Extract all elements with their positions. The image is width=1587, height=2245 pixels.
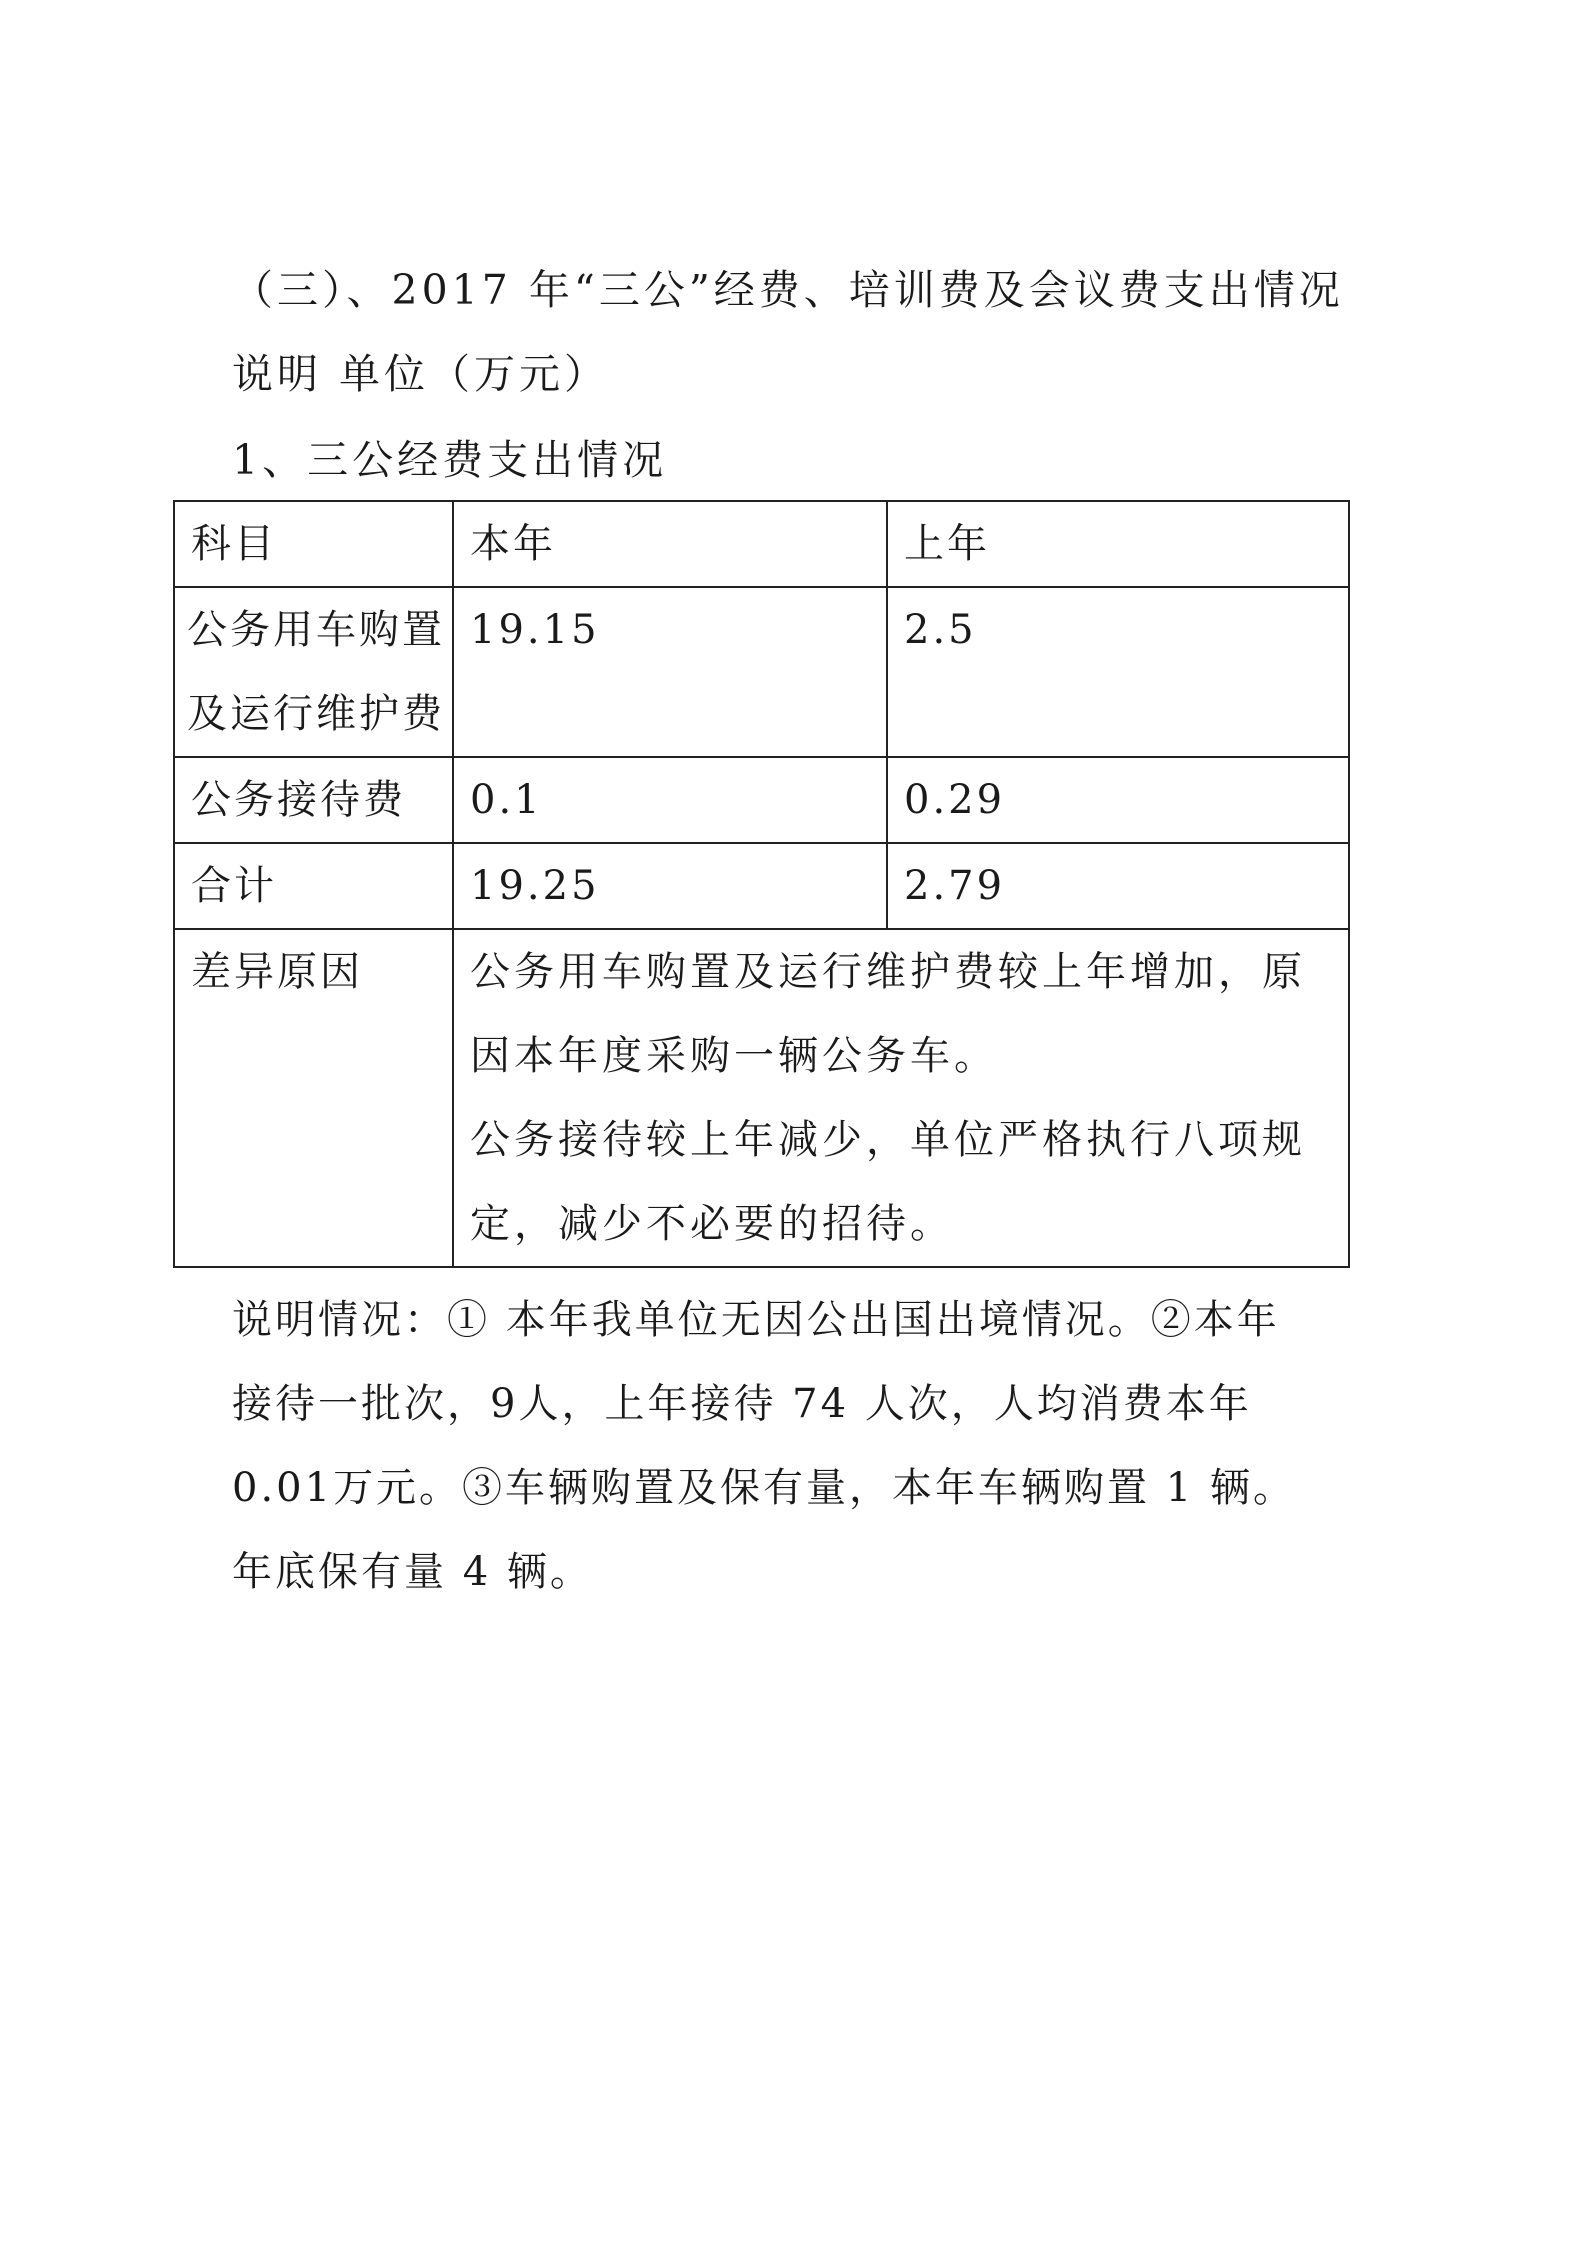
sub-heading: 1、三公经费支出情况 [232, 436, 668, 484]
row-label: 合计 [174, 843, 453, 929]
row-current-value: 19.25 [453, 843, 887, 929]
table-row-reason [174, 929, 1349, 1267]
unit-note: 说明 单位（万元） [232, 350, 610, 398]
expense-table [173, 500, 1350, 1268]
row-previous-value: 0.29 [887, 757, 1349, 843]
explanation-note [232, 1278, 1296, 1614]
header-subject: 科目 [174, 501, 453, 587]
reason-text: 公务用车购置及运行维护费较上年增加，原因本年度采购一辆公务车。 [470, 949, 1306, 1079]
row-label [174, 587, 453, 757]
reason-text: 公务接待较上年减少，单位严格执行八项规定，减少不必要的招待。 [470, 1117, 1306, 1247]
header-current-year: 本年 [453, 501, 887, 587]
table-header-row [174, 501, 1349, 587]
note-line: 接待一批次，9人，上年接待 74 人次，人均消费本年 [232, 1381, 1252, 1427]
reason-label: 差异原因 [174, 929, 453, 1267]
row-previous-value: 2.5 [887, 587, 1349, 757]
section-heading: （三）、2017 年“三公”经费、培训费及会议费支出情况 [232, 266, 1344, 314]
note-line: 说明情况：① 本年我单位无因公出国出境情况。②本年 [232, 1297, 1280, 1343]
table-row [174, 587, 1349, 757]
header-previous-year: 上年 [887, 501, 1349, 587]
reason-cell [453, 929, 1349, 1267]
table-row [174, 757, 1349, 843]
note-line: 年底保有量 4 辆。 [232, 1549, 593, 1595]
row-label-line: 及运行维护费 [187, 691, 445, 737]
row-current-value: 0.1 [453, 757, 887, 843]
row-previous-value: 2.79 [887, 843, 1349, 929]
table-row-total [174, 843, 1349, 929]
row-label: 公务接待费 [174, 757, 453, 843]
row-label-line: 公务用车购置 [187, 607, 445, 653]
row-current-value: 19.15 [453, 587, 887, 757]
note-line: 0.01万元。③车辆购置及保有量，本年车辆购置 1 辆。 [232, 1465, 1296, 1511]
